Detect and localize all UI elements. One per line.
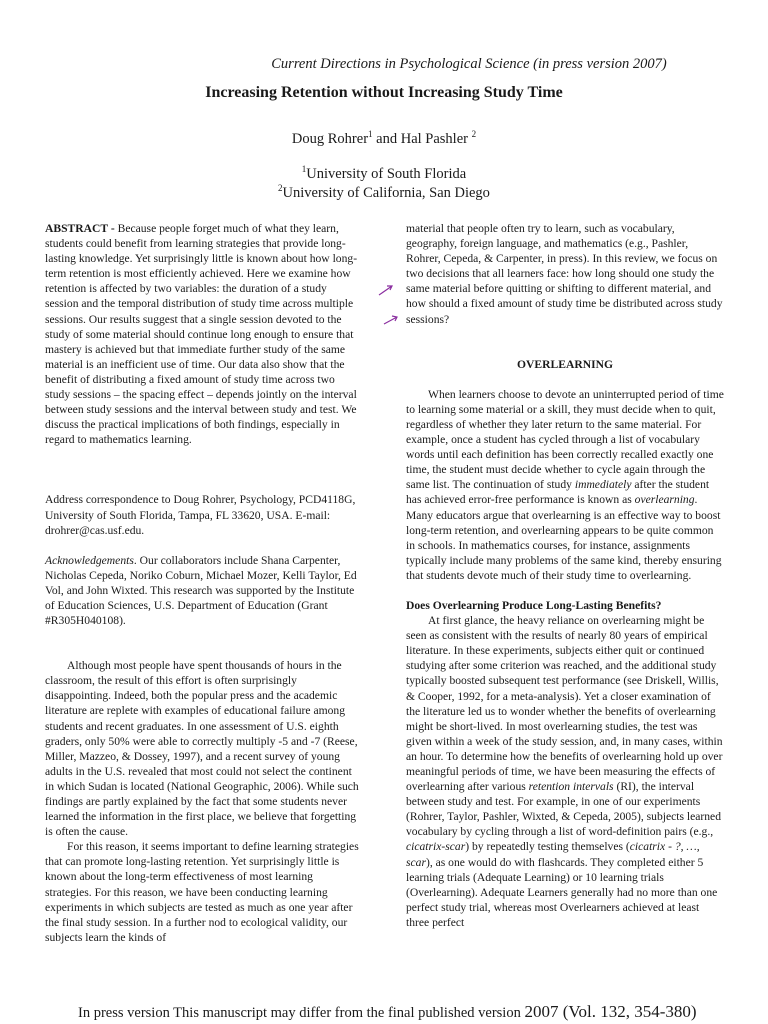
- abstract: [45, 221, 362, 447]
- authors: [0, 131, 768, 148]
- author-and: and Hal Pashler: [372, 131, 472, 147]
- journal-header: Current Directions in Psychological Science (in press version 2007): [271, 56, 667, 72]
- affiliation-2: [0, 185, 768, 202]
- affiliation-1: [0, 166, 768, 183]
- aff-2-text: University of California, San Diego: [282, 185, 490, 201]
- ol-emphasis-overlearning: overlearning: [634, 493, 695, 507]
- aff-1-text: University of South Florida: [306, 166, 467, 182]
- subsection-heading: Does Overlearning Produce Long-Lasting Benefits?: [406, 598, 662, 612]
- annotation-arrow-icon: [378, 284, 394, 296]
- benefits-paragraph: [406, 613, 724, 930]
- abstract-label: ABSTRACT -: [45, 222, 118, 235]
- ol-emphasis-immediately: immediately: [574, 478, 632, 492]
- abstract-text: Because people forget much of what they learn, students could benefit from learning strategies that provide long-lasting knowledge. Yet surprisingly little is known about how long-term retention is most efficiently achieved. Here we examine how retention is affected by two variables: the duration of a study session and the temporal distribution of study time across multiple sessions. Our results suggest that a single session devoted to the study of some material should continue long enough to ensure that mastery is achieved but that immediate further study of the same material is an inefficient use of time. Our data also show that the benefit of distributing a fixed amount of study time across two study sessions – the spacing effect – depends jointly on the interval between study sessions and the interval between study and test. We discuss the practical implications of both findings, especially in regard to mathematics learning.: [45, 222, 358, 447]
- body-paragraph-2: For this reason, it seems important to define learning strategies that can promote long-lasting retention. Yet surprisingly little is known about the long-term effectiveness of most learning strategies. For this reason, we have been conducting learning experiments in which subjects are tested as much as one year after the final study session. In a further nod to ecological validity, our subjects learn the kinds of: [45, 840, 359, 944]
- aff-1-sup: 1: [301, 164, 307, 174]
- ol-text-b: after the student has achieved error-free performance is known as: [406, 478, 710, 507]
- intro-continued: material that people often try to learn, such as vocabulary, geography, foreign language, and mathematics (e.g., Pashler, Rohrer, Cepeda, & Carpenter, in press). In this review, we focus on two decisions that all learners face: how long should one study the same material before quitting or shifting to different material, and how should a fixed amount of study time be distributed across study sessions?: [406, 222, 723, 326]
- address-correspondence: Address correspondence to Doug Rohrer, Psychology, PCD4118G, University of South Florida, Tampa, FL 33620, USA. E-mail: drohrer@cas.usf.edu.: [45, 493, 356, 537]
- db-emphasis-cicatrix-test: cicatrix - ?, …, scar: [406, 840, 700, 869]
- db-emphasis-cicatrix: cicatrix-scar: [406, 840, 466, 854]
- overlearning-paragraph: [406, 387, 724, 583]
- acknowledgements: [45, 553, 362, 628]
- db-emphasis-ri: retention intervals: [528, 780, 614, 794]
- aff-2-sup: 2: [278, 183, 283, 193]
- author-1-sup: 1: [368, 129, 373, 139]
- db-text-c: ) by repeatedly testing themselves (: [465, 840, 630, 854]
- author-1: Doug Rohrer: [291, 131, 369, 147]
- annotation-arrow-icon: [383, 314, 399, 326]
- left-column: [45, 221, 362, 945]
- author-2-sup: 2: [471, 129, 477, 139]
- ack-label: Acknowledgements: [45, 553, 134, 567]
- ol-text-c: . Many educators argue that overlearning is an effective way to boost long-term retention, and overlearning appears to be quite common in schools. In mathematics courses, for instance, assignments typically include many problems of the same kind, thereby ensuring that students devote much of their study time to overlearning.: [406, 493, 722, 582]
- footer-text: In press version This manuscript may differ from the final published version: [78, 1005, 525, 1021]
- ol-text-a: When learners choose to devote an uninterrupted period of time to learning some material or a skill, they must decide when to quit, regardless of whether they later return to the same material. For example, once a student has cycled through a list of vocabulary words until each definition has been correctly recalled exactly one time, the student must decide whether to cycle again through the same list. The continuation of study: [406, 387, 724, 492]
- db-text-b: (RI), the interval between study and test. For example, in one of our experiments (Rohrer, Taylor, Pashler, Wixted, & Cepeda, 2005), subjects learned vocabulary by cycling through a list of word-definition pairs (e.g.,: [406, 780, 721, 839]
- ack-text: . Our collaborators include Shana Carpenter, Nicholas Cepeda, Noriko Coburn, Michael Mozer, Kelli Taylor, Ed Vol, and John Wixted. This research was supported by the Institute of Education Sciences, U.S. Department of Education (Grant #R305H040108).: [45, 553, 357, 628]
- section-heading-overlearning: OVERLEARNING: [517, 357, 613, 371]
- db-text-a: At first glance, the heavy reliance on overlearning might be seen as consistent with the results of nearly 80 years of empirical literature. In these experiments, subjects either quit or continued studying after some criterion was reached, and the additional study typically boosted subsequent test performance (see Driskell, Willis, & Cooper, 1992, for a meta-analysis). Yet a closer examination of the literature led us to wonder whether the benefits of overlearning might be short-lived. In most overlearning studies, the test was given within a week of the study session, and, in many cases, within an hour. To determine how the benefits of overlearning hold up over meaningful periods of time, we have been measuring the effects of overlearning after various: [406, 614, 723, 794]
- db-text-d: ), as one would do with flashcards. They completed either 5 learning trials (Adequate Learning) or 10 learning trials (Overlearning). Adequate Learners generally had no more than one perfect study trial, whereas most Overlearners achieved at least three perfect: [406, 855, 718, 929]
- footer-note: [78, 1002, 697, 1022]
- footer-citation: 2007 (Vol. 132, 354-380): [524, 1002, 697, 1021]
- body-paragraph-1: Although most people have spent thousands of hours in the classroom, the result of this effort is often surprisingly disappointing. Indeed, both the popular press and the academic literature are replete with examples of educational failure among students and recent graduates. In one assessment of U.S. eighth graders, only 50% were able to correctly multiply -5 and -7 (Reese, Miller, Mazzeo, & Dossey, 1997), and a recent survey of young adults in the U.S. revealed that most could not select the continent in which Sudan is located (National Geographic, 2006). While such findings are partly explained by the fact that some students never learned the information in the first place, we believe that forgetting is often the cause.: [45, 659, 359, 839]
- right-column: [406, 221, 724, 930]
- paper-title: Increasing Retention without Increasing Study Time: [205, 84, 563, 101]
